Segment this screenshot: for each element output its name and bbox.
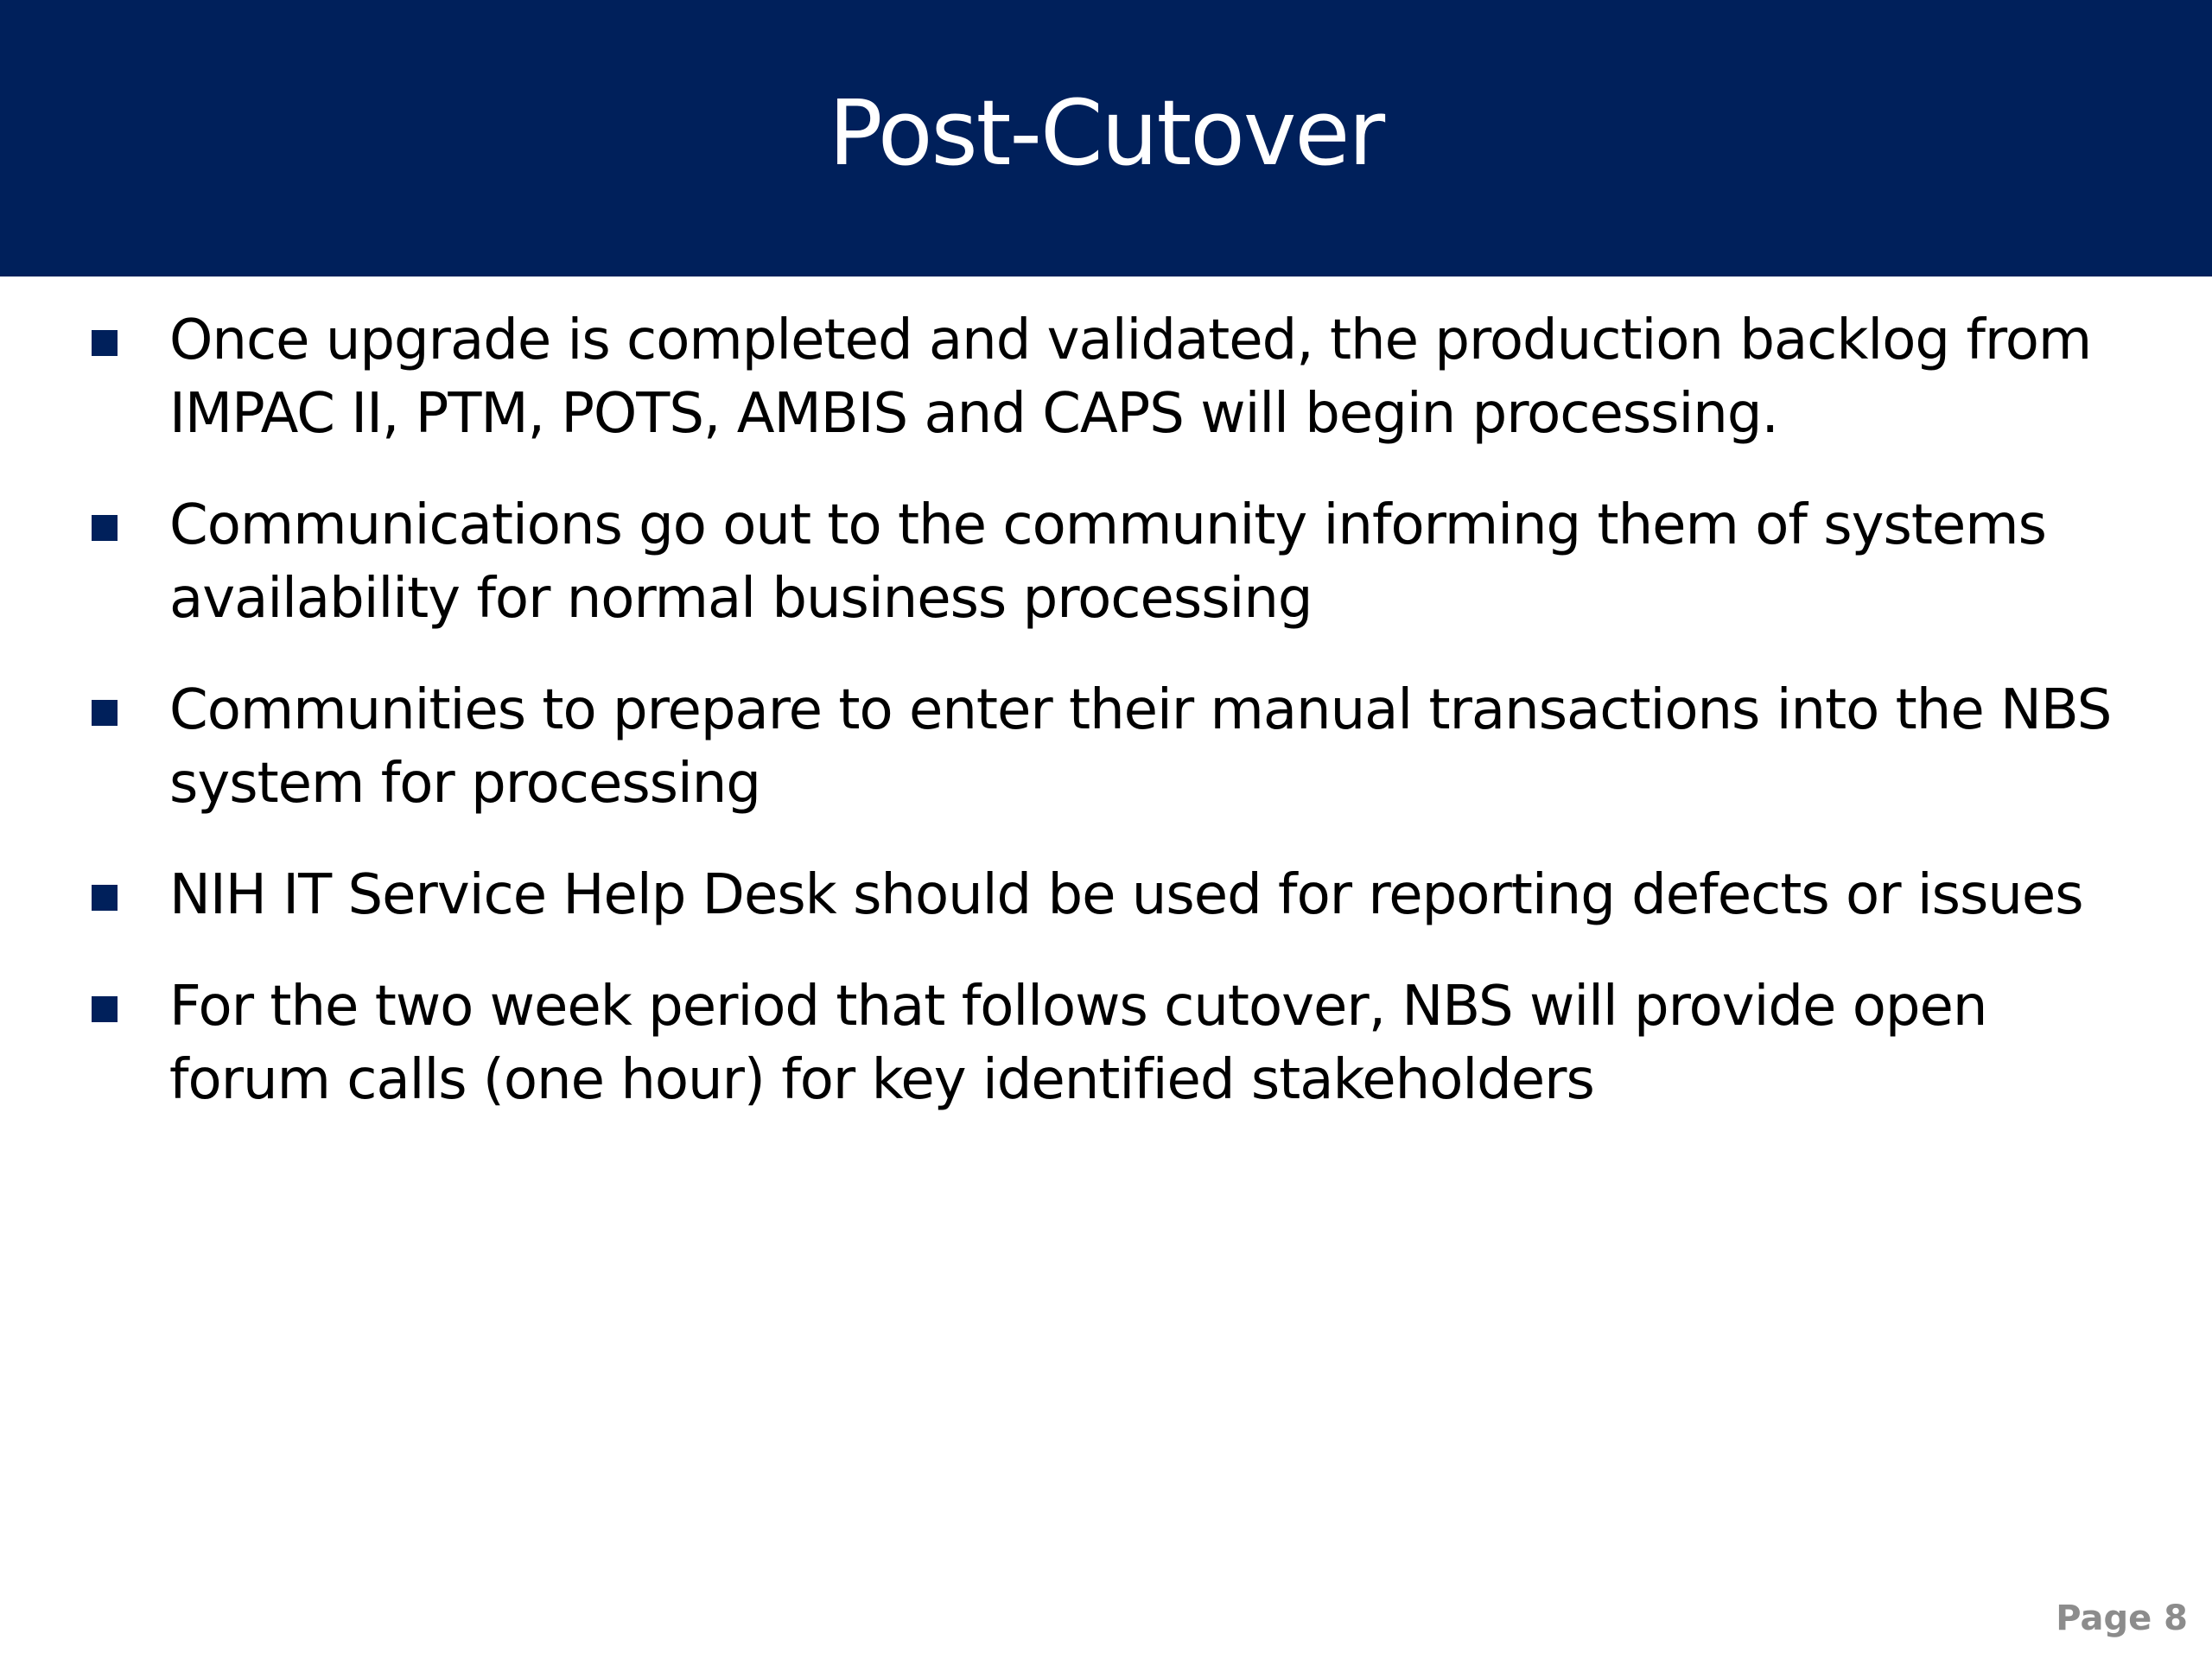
bullet-text: For the two week period that follows cutover, NBS will provide open forum calls (one hour) for key identified stakeholders bbox=[169, 975, 1987, 1112]
bullet-item bbox=[86, 489, 2160, 636]
square-bullet-icon bbox=[92, 700, 118, 726]
title-bar bbox=[0, 0, 2212, 276]
bullet-item bbox=[86, 859, 2160, 932]
square-bullet-icon bbox=[92, 885, 118, 911]
bullet-list bbox=[86, 304, 2160, 1155]
slide-title: Post-Cutover bbox=[828, 80, 1384, 186]
bullet-text: Once upgrade is completed and validated, the production backlog from IMPAC II, PTM, POTS, AMBIS and CAPS will begin processing. bbox=[169, 308, 2092, 446]
bullet-item bbox=[86, 304, 2160, 451]
square-bullet-icon bbox=[92, 330, 118, 356]
bullet-text: Communities to prepare to enter their manual transactions into the NBS system for processing bbox=[169, 678, 2112, 816]
square-bullet-icon bbox=[92, 515, 118, 541]
square-bullet-icon bbox=[92, 996, 118, 1022]
bullet-item bbox=[86, 970, 2160, 1117]
bullet-text: Communications go out to the community informing them of systems availability for normal business processing bbox=[169, 493, 2046, 631]
bullet-text: NIH IT Service Help Desk should be used for reporting defects or issues bbox=[169, 863, 2083, 927]
bullet-item bbox=[86, 674, 2160, 821]
page-number: Page 8 bbox=[2056, 1599, 2188, 1638]
